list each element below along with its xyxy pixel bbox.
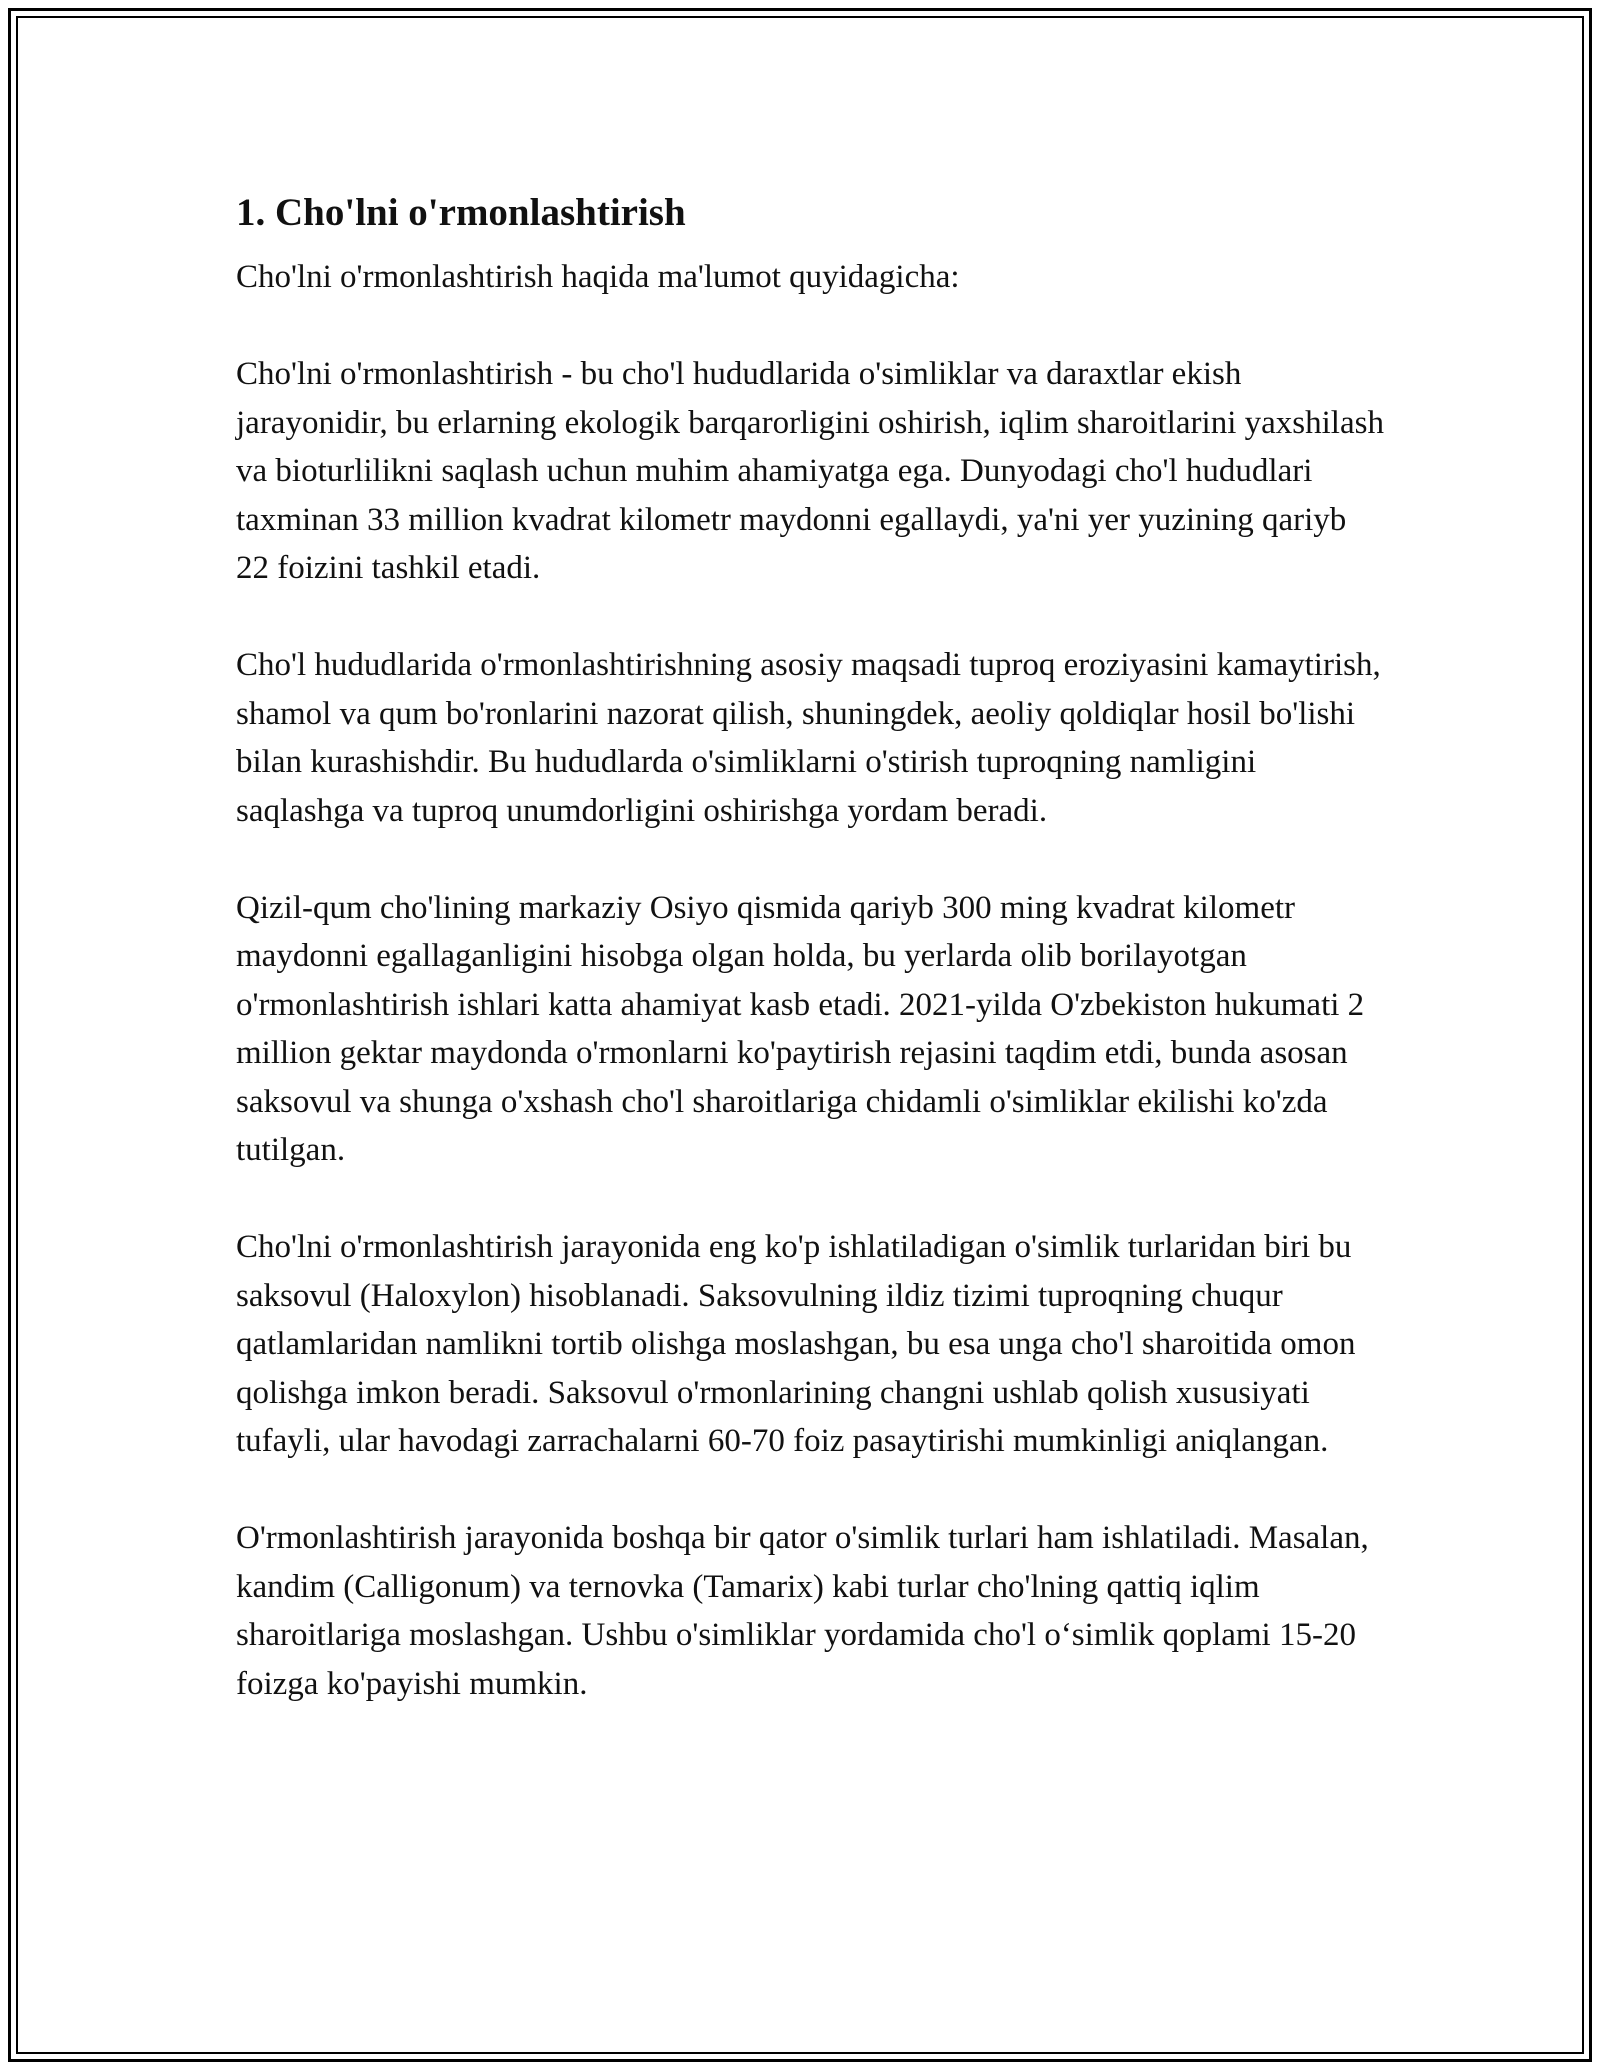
document-body — [236, 185, 1386, 1757]
paragraph-saxaul: Cho'lni o'rmonlashtirish jarayonida eng ko'p ishlatiladigan o'simlik turlaridan biri bu saksovul (Haloxylon) hisoblanadi. Saksovulning ildiz tizimi tuproqning chuqur qatlamlaridan namlikni tortib olishga moslashgan, bu esa unga cho'l sharoitida omon qolishga imkon beradi. Saksovul o'rmonlarining changni ushlab qolish xususiyati tufayli, ular havodagi zarrachalarni 60-70 foiz pasaytirishi mumkinligi aniqlangan. — [236, 1229, 1356, 1459]
document-title: 1. Cho'lni o'rmonlashtirish — [236, 191, 686, 234]
intro-paragraph: Cho'lni o'rmonlashtirish haqida ma'lumot quyidagicha: — [236, 259, 960, 295]
paragraph-goals: Cho'l hududlarida o'rmonlashtirishning asosiy maqsadi tuproq eroziyasini kamaytirish, shamol va qum bo'ronlarini nazorat qilish, shuningdek, aeoliy qoldiqlar hosil bo'lishi bilan kurashishdir. Bu hududlarda o'simliklarni o'stirish tuproqning namligini saqlashga va tuproq unumdorligini oshirishga yordam beradi. — [236, 647, 1381, 829]
paragraph-kyzylkum: Qizil-qum cho'lining markaziy Osiyo qismida qariyb 300 ming kvadrat kilometr maydonni egallaganligini hisobga olgan holda, bu yerlarda olib borilayotgan o'rmonlashtirish ishlari katta ahamiyat kasb etadi. 2021-yilda O'zbekiston hukumati 2 million gektar maydonda o'rmonlarni ko'paytirish rejasini taqdim etdi, bunda asosan saksovul va shunga o'xshash cho'l sharoitlariga chidamli o'simliklar ekilishi ko'zda tutilgan. — [236, 889, 1365, 1168]
paragraph-other-species: O'rmonlashtirish jarayonida boshqa bir qator o'simlik turlari ham ishlatiladi. Masalan, kandim (Calligonum) va ternovka (Tamarix) kabi turlar cho'lning qattiq iqlim sharoitlariga moslashgan. Ushbu o'simliklar yordamida cho'l o‘simlik qoplami 15-20 foizga ko'payishi mumkin. — [236, 1520, 1369, 1702]
paragraph-definition: Cho'lni o'rmonlashtirish - bu cho'l hududlarida o'simliklar va daraxtlar ekish jarayonidir, bu erlarning ekologik barqarorligini oshirish, iqlim sharoitlarini yaxshilash va bioturlilikni saqlash uchun muhim ahamiyatga ega. Dunyodagi cho'l hududlari taxminan 33 million kvadrat kilometr maydonni egallaydi, ya'ni yer yuzining qariyb 22 foizini tashkil etadi. — [236, 356, 1384, 586]
